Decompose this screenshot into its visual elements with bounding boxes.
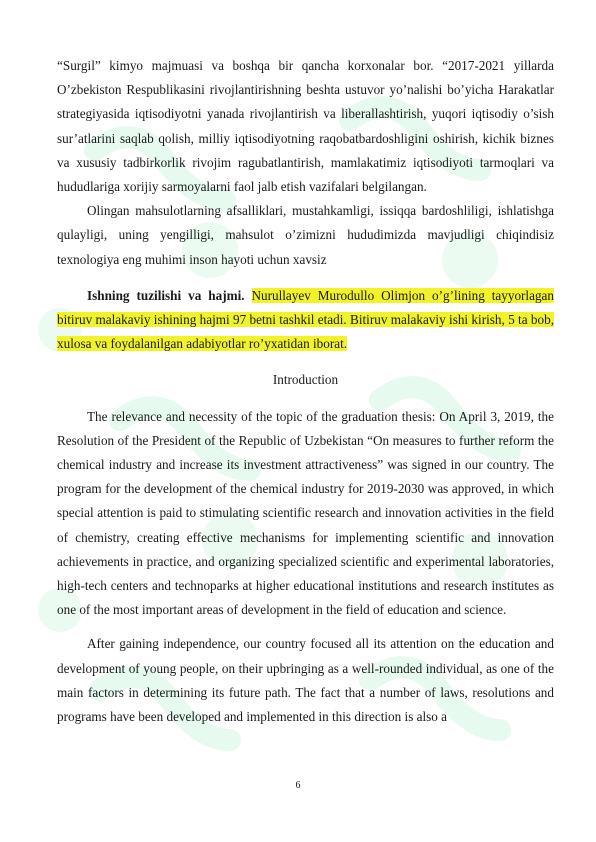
paragraph-1: “Surgil” kimyo majmuasi va boshqa bir qancha korxonalar bor. “2017-2021 yillarda O’zbekiston Respublikasini rivojlantirishning beshta ustuvor yo’nalishi bo’yicha Harakatlar strategiyasida iqtisodiyotni yanada rivojlantirish va liberallashtirish, yuqori iqtisodiy o’sish sur’atlarini saqlab qolish, milliy iqtisodiyotning raqobatbardoshligini oshirish, kichik biznes va xususiy tadbirkorlik rivojim ragubatlantirish, mamlakatimiz iqtisodiyoti tarmoqlari va hududlariga xorijiy sarmoyalarni faol jalb etish vazifalari belgilangan. [57, 58, 554, 195]
paragraph-5: After gaining independence, our country focused all its attention on the education and development of young people, on their upbringing as a well-rounded individual, as one of the main factors in determining its future path. The fact that a number of laws, resolutions and programs have been developed and implemented in this direction is also a [57, 636, 554, 725]
paragraph-2: Olingan mahsulotlarning afsalliklari, mustahkamligi, issiqqa bardoshliligi, ishlatishga qulayligi, uning yengilligi, mahsulot o’zimizni hududimizda mavjudligi chiqindisiz texnologiya eng muhimi inson hayoti uchun xavsiz [57, 203, 554, 267]
section-label: Ishning tuzilishi va hajmi. [87, 287, 245, 303]
section-heading: Introduction [272, 372, 339, 388]
page-number: 6 [295, 780, 301, 791]
highlighted-text: Nurullayev Murodullo Olimjon o’g’lining tayyorlagan bitiruv malakaviy ishining hajmi 97 betni tashkil etadi. Bitiruv malakaviy ishi kirish, 5 ta bob, xulosa va foydalanilgan adabiyotlar ro’yxatidan iborat. [57, 287, 554, 352]
paragraph-4: The relevance and necessity of the topic of the graduation thesis: On April 3, 2019, the Resolution of the President of the Republic of Uzbekistan “On measures to further reform the chemical industry and increase its investment attractiveness” was signed in our country. The program for the development of the chemical industry for 2019-2030 was approved, in which special attention is paid to stimulating scientific research and innovation activities in the field of chemistry, creating effective mechanisms for implementing scientific and innovation achievements in practice, and organizing specialized scientific and experimental laboratories, high-tech centers and technoparks at higher educational institutions and research institutes as one of the most important areas of development in the field of education and science. [57, 408, 554, 618]
paragraph-3 [57, 284, 554, 357]
document-body [57, 54, 554, 729]
